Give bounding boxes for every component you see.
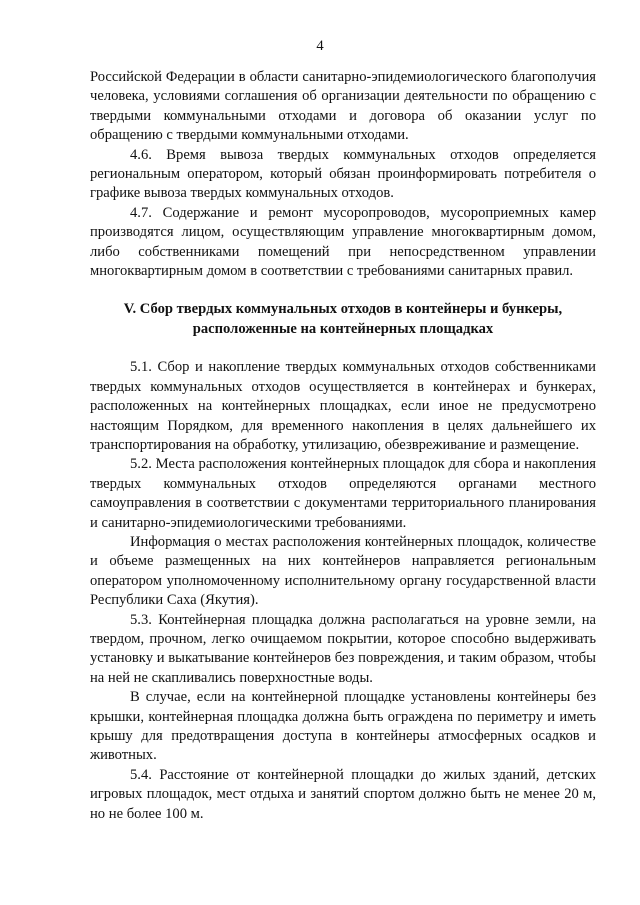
page-number: 4 [316, 38, 324, 54]
paragraph: 5.3. Контейнерная площадка должна располагаться на уровне земли, на твердом, прочном, легко очищаемом покрытии, которое способно выдерживать установку и выкатывание контейнеров без повреждения, и таким образом, чтобы на ней не скапливались поверхностные воды. [90, 611, 596, 686]
paragraph: 5.1. Сбор и накопление твердых коммунальных отходов собственниками твердых коммунальных отходов осуществляется в контейнерах и бункерах, расположенных на контейнерных площадках, если иное не предусмотрено настоящим Порядком, для временного накопления в целях дальнейшего их транспортирования на обработку, утилизацию, обезвреживание и размещение. [90, 359, 596, 453]
paragraph: Российской Федерации в области санитарно-эпидемиологического благополучия человека, условиями соглашения об организации деятельности по обращению с твердыми коммунальными отходами и договора об оказании услуг по обращению с твердыми коммунальными отходами. [90, 69, 596, 144]
section-heading: V. Сбор твердых коммунальных отходов в контейнеры и бункеры, расположенные на контейнерных площадках [123, 301, 563, 337]
paragraph: Информация о местах расположения контейнерных площадок, количестве и объеме размещенных на них контейнеров направляется региональным оператором уполномоченному исполнительному органу государственной власти Республики Саха (Якутия). [90, 533, 596, 609]
paragraph: 4.6. Время вывоза твердых коммунальных отходов определяется региональным оператором, который обязан проинформировать потребителя о графике вывоза твердых коммунальных отходов. [90, 146, 596, 202]
document-body [90, 68, 596, 824]
paragraph: 5.4. Расстояние от контейнерной площадки до жилых зданий, детских игровых площадок, мест отдыха и занятий спортом должно быть не менее 20 м, но не более 100 м. [90, 766, 596, 822]
paragraph: В случае, если на контейнерной площадке установлены контейнеры без крышки, контейнерная площадка должна быть ограждена по периметру и иметь крышу для предотвращения доступа в контейнеры атмосферных осадков и животных. [90, 689, 596, 764]
paragraph: 5.2. Места расположения контейнерных площадок для сбора и накопления твердых коммунальных отходов определяются органами местного самоуправления в соответствии с документами территориального планирования и санитарно-эпидемиологическими требованиями. [90, 456, 596, 531]
paragraph: 4.7. Содержание и ремонт мусоропроводов, мусороприемных камер производятся лицом, осуществляющим управление многоквартирным домом, либо собственниками помещений при непосредственном управлении многоквартирным домом в соответствии с требованиями санитарных правил. [90, 204, 596, 280]
